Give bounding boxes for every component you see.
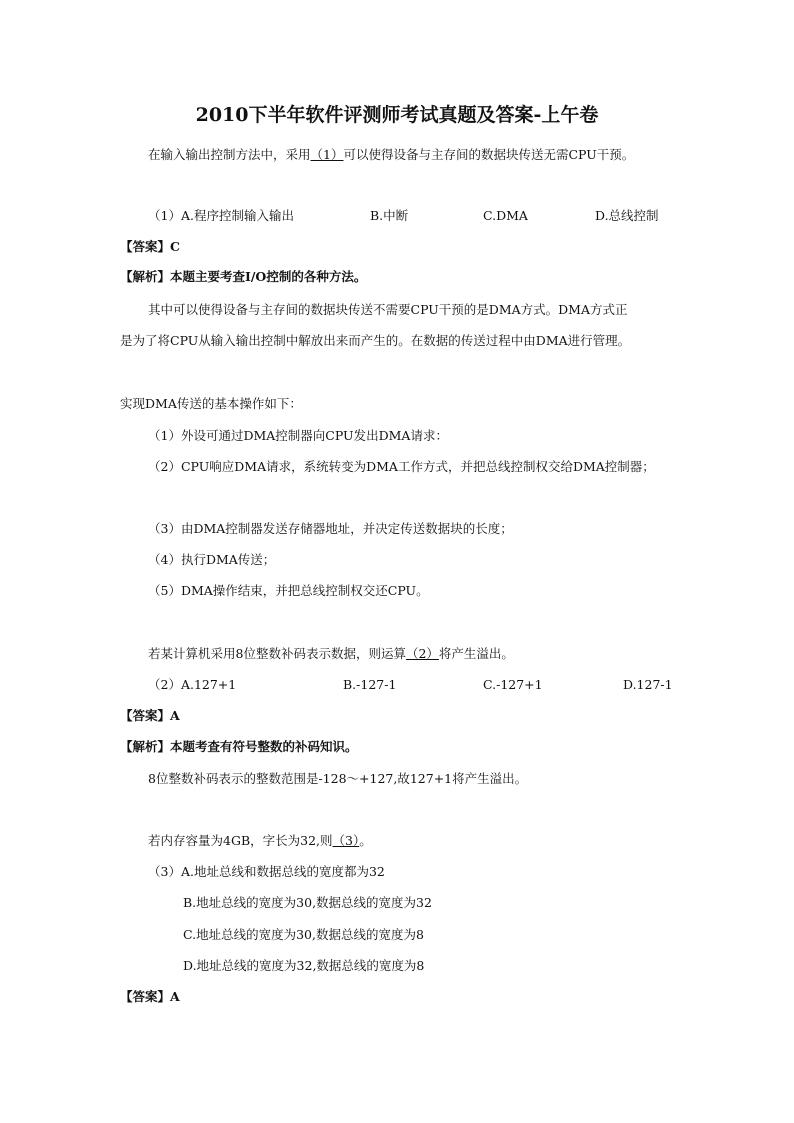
question-2-blank: （2） — [405, 646, 439, 661]
question-3-stem-pre: 若内存容量为4GB，字长为32,则 — [148, 833, 333, 848]
answer-label: 【答案】 — [120, 239, 171, 254]
question-2-stem — [148, 645, 514, 663]
question-2-option-c: C.-127+1 — [483, 677, 543, 692]
answer-value: A — [170, 989, 180, 1004]
question-1-option-b: B.中断 — [370, 208, 409, 223]
answer-value: C — [170, 239, 180, 254]
dma-step-2: （2）CPU响应DMA请求，系统转变为DMA工作方式，并把总线控制权交给DMA控制器； — [148, 459, 655, 474]
question-3-option-b: B.地址总线的宽度为30,数据总线的宽度为32 — [183, 895, 432, 910]
question-3-stem — [148, 832, 372, 850]
question-1-analysis — [120, 268, 366, 286]
question-1-stem-pre: 在输入输出控制方法中，采用 — [148, 147, 311, 162]
analysis-label: 【解析】 — [120, 739, 171, 754]
question-2-option-a: （2）A.127+1 — [148, 677, 237, 692]
answer-label: 【答案】 — [120, 708, 171, 723]
answer-label: 【答案】 — [120, 989, 171, 1004]
question-1-para-1: 其中可以使得设备与主存间的数据块传送不需要CPU干预的是DMA方式。DMA方式正 — [148, 302, 628, 317]
question-2-analysis — [120, 738, 358, 756]
question-3-stem-post: 。 — [359, 833, 372, 848]
dma-step-5: （5）DMA操作结束，并把总线控制权交还CPU。 — [148, 583, 429, 598]
question-1-answer — [120, 238, 180, 256]
question-2-stem-post: 将产生溢出。 — [438, 646, 514, 661]
answer-value: A — [170, 708, 180, 723]
question-3-option-d: D.地址总线的宽度为32,数据总线的宽度为8 — [183, 958, 425, 973]
question-3-option-a: （3）A.地址总线和数据总线的宽度都为32 — [148, 864, 385, 879]
question-3-blank: （3） — [332, 833, 360, 848]
question-1-option-c: C.DMA — [483, 208, 528, 223]
analysis-text: 本题主要考查I/O控制的各种方法。 — [170, 269, 367, 284]
question-3-answer — [120, 988, 180, 1006]
dma-step-3: （3）由DMA控制器发送存储器地址，并决定传送数据块的长度； — [148, 521, 513, 536]
question-1-blank: （1） — [310, 147, 344, 162]
dma-step-4: （4）执行DMA传送； — [148, 552, 276, 567]
question-1-para-2: 是为了将CPU从输入输出控制中解放出来而产生的。在数据的传送过程中由DMA进行管理。 — [120, 333, 631, 348]
question-2-para-1: 8位整数补码表示的整数范围是-128～+127,故127+1将产生溢出。 — [148, 771, 528, 786]
question-2-option-d: D.127-1 — [623, 677, 673, 692]
question-2-answer — [120, 707, 180, 725]
question-1-option-a: （1）A.程序控制输入输出 — [148, 208, 294, 223]
question-1-option-d: D.总线控制 — [595, 208, 659, 223]
dma-steps-intro: 实现DMA传送的基本操作如下： — [120, 396, 302, 411]
question-2-option-b: B.-127-1 — [343, 677, 397, 692]
analysis-label: 【解析】 — [120, 269, 171, 284]
question-1-stem — [148, 146, 634, 164]
question-1-stem-post: 可以使得设备与主存间的数据块传送无需CPU干预。 — [343, 147, 635, 162]
page-title: 2010下半年软件评测师考试真题及答案-上午卷 — [195, 104, 599, 126]
question-2-stem-pre: 若某计算机采用8位整数补码表示数据，则运算 — [148, 646, 406, 661]
analysis-text: 本题考查有符号整数的补码知识。 — [170, 739, 358, 754]
question-3-option-c: C.地址总线的宽度为30,数据总线的宽度为8 — [183, 927, 424, 942]
dma-step-1: （1）外设可通过DMA控制器向CPU发出DMA请求： — [148, 428, 448, 443]
